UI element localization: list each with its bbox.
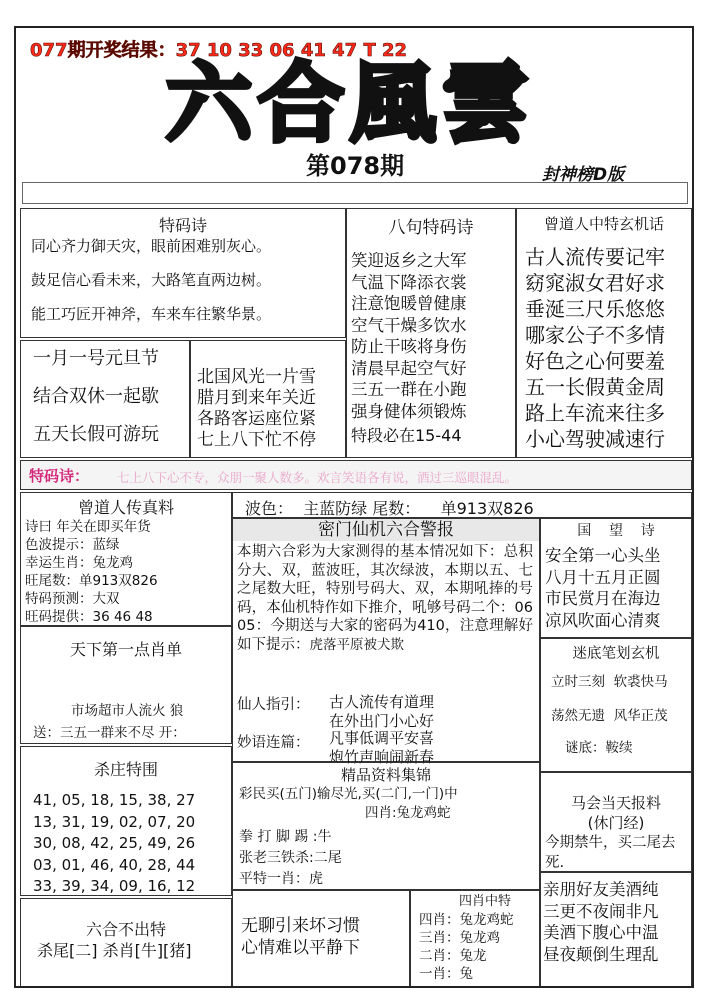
mahui-text: 今期禁牛，买二尾去死. [545, 835, 676, 871]
idle-line: 心情难以平静下 [241, 938, 360, 958]
eight-lines-footer: 特段必在15-44 [351, 426, 462, 445]
north-line: 七上八下忙不停 [197, 430, 316, 450]
midi-answer-value: 鞍续 [605, 740, 633, 756]
jingpin-row-label: 张老三铁杀: [239, 850, 314, 866]
jingpin-row-label: 拳 打 脚 踢 : [239, 829, 318, 845]
secret-wonder-label: 妙语连篇： [237, 735, 310, 751]
jingpin-row-value: 虎 [309, 871, 323, 887]
color-bar [232, 492, 692, 518]
secret-guide [237, 693, 310, 714]
no-special-panel [20, 898, 232, 988]
tema-poem-panel [20, 208, 346, 338]
zeng-real-row: 幸运生肖：兔龙鸡 [25, 555, 133, 571]
mahui-panel [540, 772, 692, 872]
first-zodiac-line: 送：三五一群来不尽 开： [33, 725, 186, 741]
zeng-line: 窈窕淑女君好求 [525, 271, 665, 295]
eight-line: 清晨早起空气好 [351, 358, 467, 378]
holiday-line: 五天长假可游玩 [33, 424, 159, 445]
zeng-line: 路上车流来往多 [525, 401, 665, 425]
secret-hint: 虎落平原被犬欺 [309, 636, 404, 653]
eight-line: 注意饱暖曾健康 [351, 294, 467, 313]
friends-line: 昼夜颠倒生理乱 [543, 944, 659, 964]
first-zodiac-title: 天下第一点肖单 [69, 640, 182, 659]
midi-answer [541, 725, 691, 757]
friends-line: 美酒下腹心中温 [543, 923, 659, 942]
eight-line: 强身健体须锻炼 [351, 401, 467, 421]
issue-number: 第078期 [306, 152, 405, 180]
friends-panel [540, 872, 692, 988]
eight-line: 三五一群在小跑 [351, 380, 467, 399]
jingpin-line: 彩民买(五门)输尽光,买(二门,一门)中 [239, 786, 458, 802]
friends-line: 亲朋好友美酒纯 [543, 880, 659, 899]
eight-lines-panel [346, 208, 516, 458]
midi-title: 迷底笔划玄机 [572, 646, 660, 662]
kill-title: 杀庄特围 [93, 760, 158, 779]
first-zodiac-panel [20, 626, 232, 744]
secret-body-text: 本期六合彩为大家测得的基本情况如下：总积分大、双，蓝波旺，其次绿波，本期以五、七之尾数大旺，特别号码大、双，本期吼捧的号码，本仙机特作如下推介，吼够号码二个：06 05：今期送与大家的密码为410，注意理解好如下提示： [237, 544, 533, 653]
four-zodiac-row: 四肖：兔龙鸡蛇 [419, 912, 514, 928]
no-special-title: 六合不出特 [85, 920, 166, 939]
zeng-line: 古人流传要记牢 [525, 245, 665, 269]
four-zodiac-title: 四肖中特 [458, 894, 511, 909]
eight-line: 空气干燥多饮水 [351, 315, 467, 335]
guowang-line: 凉风吹面心清爽 [545, 610, 661, 630]
kill-panel [20, 746, 232, 896]
tema-banner-label: 特码诗： [29, 467, 90, 485]
secret-guide-line: 在外出门小心好 [329, 712, 435, 730]
jingpin-row-value: 牛 [317, 829, 332, 845]
eight-line: 笑迎返乡之大军 [351, 251, 467, 270]
header-strip [22, 182, 688, 204]
guowang-line: 市民赏月在海边 [545, 589, 661, 608]
tema-poem-line: 同心齐力御天灾，眼前困难别灰心。 [31, 237, 272, 255]
holiday-line: 一月一号元旦节 [33, 348, 159, 369]
mahui-title: 马会当天报料 [570, 794, 661, 812]
jingpin-panel [232, 762, 540, 890]
secret-guide-lines [329, 693, 434, 731]
zeng-line: 好色之心何要羞 [525, 349, 665, 373]
midi-line: 立时三刻 软裘快马 [551, 674, 668, 690]
tema-poem-line: 鼓足信心看未来，大路笔直两边树。 [31, 271, 272, 289]
zeng-real-row: 旺码提供：36 46 48 [25, 609, 153, 625]
idle-line: 无聊引来坏习惯 [241, 916, 360, 936]
secret-wonder-line: 炮竹声响闹新春 [329, 748, 435, 766]
kill-row: 03, 01, 46, 40, 28, 44 [33, 855, 196, 874]
north-line: 各路客运座位紧 [197, 409, 316, 429]
newspaper-sheet [14, 26, 694, 988]
kill-row: 33, 39, 34, 09, 16, 12 [33, 877, 196, 895]
zeng-poem-panel [516, 208, 692, 458]
eight-line: 气温下降添衣裳 [351, 272, 467, 292]
secret-panel [232, 518, 540, 766]
color-bar-text: 波色： 主蓝防绿 尾数： 单913双826 [245, 499, 534, 518]
eight-lines-title: 八句特码诗 [388, 218, 474, 238]
guowang-panel [540, 518, 692, 638]
jingpin-row [233, 869, 539, 890]
zeng-line: 哪家公子不多情 [525, 323, 665, 347]
four-zodiac-row: 二肖：兔龙 [419, 948, 487, 964]
result-line: 077期开奖结果：37 10 33 06 41 47 T 22 [30, 40, 408, 61]
jingpin-title: 精品资料集锦 [340, 766, 431, 784]
friends-line: 三更不夜闹非凡 [543, 901, 659, 921]
kill-row: 30, 08, 42, 25, 49, 26 [33, 834, 196, 852]
no-special-line: 杀尾[二] 杀肖[牛][猪] [37, 941, 192, 960]
four-zodiac-row: 一肖：兔 [419, 966, 473, 982]
holiday-panel [20, 340, 190, 458]
guowang-title: 国 望 诗 [577, 523, 655, 539]
midi-panel [540, 638, 692, 772]
zeng-real-row: 旺尾数：单913双826 [25, 573, 158, 589]
tema-banner-text: 七上八下心不专，众朋一聚人数多。欢言笑语各有说，酒过三巡眼混乱。 [117, 470, 518, 485]
zeng-real-row: 色波提示：蓝绿 [25, 537, 120, 553]
tema-poem-line: 能工巧匠开神斧，车来车往繁华景。 [31, 305, 272, 323]
zeng-real-row: 诗曰 年关在即买年货 [25, 519, 151, 535]
jingpin-row-value: 二尾 [313, 850, 342, 866]
kill-row: 13, 31, 19, 02, 07, 20 [33, 812, 196, 831]
jingpin-line: 四肖:兔龙鸡蛇 [365, 805, 451, 821]
secret-wonder-line: 凡事低调平安喜 [329, 729, 435, 747]
eight-line: 防止干咳将身伤 [351, 337, 467, 356]
tema-poem-title: 特码诗 [158, 216, 207, 235]
kill-row: 41, 05, 18, 15, 38, 27 [33, 791, 196, 809]
zeng-line: 垂涎三尺乐悠悠 [525, 297, 665, 321]
tema-banner [20, 460, 692, 490]
midi-answer-label: 谜底： [565, 740, 606, 756]
zeng-line: 小心驾驶减速行 [525, 427, 665, 451]
jingpin-row [233, 848, 539, 869]
secret-body [233, 541, 539, 655]
logo-title: 六合風雲 [166, 53, 534, 154]
edition-label: 封神榜D版 [542, 165, 625, 185]
zeng-line: 五一长假黄金周 [525, 375, 665, 399]
jingpin-row-label: 平特一肖： [239, 871, 309, 887]
first-zodiac-line: 市场超市人流火 狼 [71, 703, 184, 719]
north-scene-panel [190, 340, 346, 458]
secret-title: 密门仙机六合警报 [233, 519, 539, 541]
four-zodiac-panel [410, 890, 540, 988]
guowang-line: 安全第一心头坐 [545, 546, 661, 565]
holiday-line: 结合双休一起歇 [33, 386, 159, 407]
north-line: 北国风光一片雪 [197, 367, 316, 387]
north-line: 腊月到来年关近 [197, 388, 316, 408]
mahui-subtitle: (休门经) [587, 814, 645, 832]
jingpin-row [233, 823, 539, 848]
guowang-line: 八月十五月正圆 [545, 567, 661, 587]
zeng-real-title: 曾道人传真料 [77, 498, 174, 517]
zeng-poem-title: 曾道人中特玄机话 [543, 215, 664, 233]
idle-panel [232, 890, 410, 988]
secret-guide-line: 古人流传有道理 [329, 693, 435, 711]
zeng-real-row: 特码预测：大双 [25, 591, 120, 607]
secret-guide-label: 仙人指引： [237, 697, 310, 713]
secret-wonder [237, 731, 310, 752]
zeng-real-panel [20, 492, 232, 626]
midi-line: 荡然无遗 风华正茂 [551, 708, 668, 724]
four-zodiac-row: 三肖：兔龙鸡 [419, 930, 500, 946]
